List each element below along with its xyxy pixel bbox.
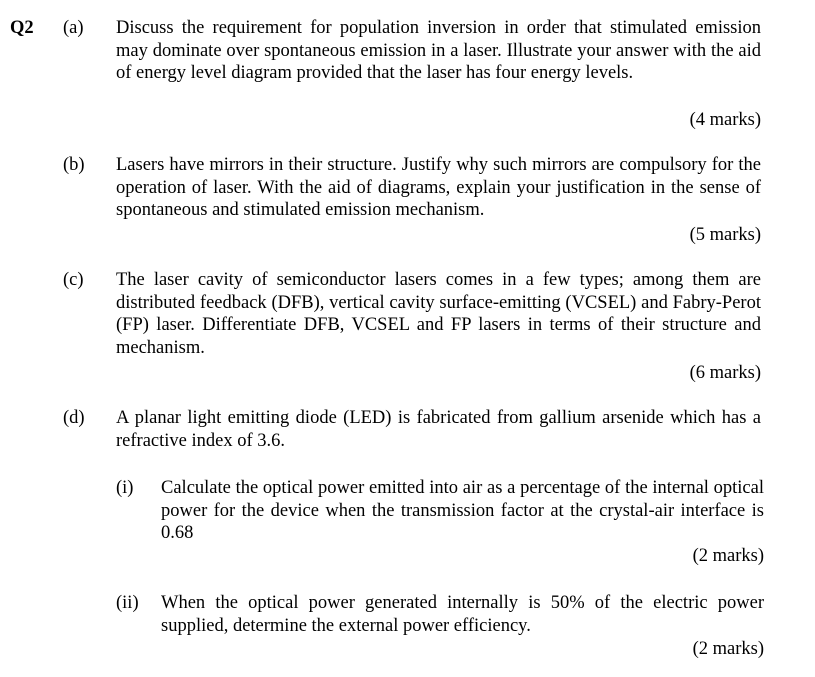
part-a-marks: (4 marks) <box>689 110 761 130</box>
part-b-text: Lasers have mirrors in their structure. Justify why such mirrors are compulsory for the operation of laser. With the aid of diagrams, explain your justification in the sense of spontaneous and stimulated emission mechanism. <box>116 155 761 220</box>
part-b-label: (b) <box>63 155 85 175</box>
part-d-label: (d) <box>63 408 85 428</box>
part-a-text: Discuss the requirement for population inversion in order that stimulated emission may dominate over spontaneous emission in a laser. Illustrate your answer with the aid of energy level diagram provided that the laser has four energy levels. <box>116 18 761 83</box>
subpart-ii-text: When the optical power generated internally is 50% of the electric power supplied, determine the external power efficiency. <box>161 593 764 636</box>
part-c-marks: (6 marks) <box>689 363 761 383</box>
subpart-ii-marks: (2 marks) <box>692 639 764 659</box>
part-a-label: (a) <box>63 18 84 38</box>
subpart-i-marks: (2 marks) <box>692 546 764 566</box>
part-c-text: The laser cavity of semiconductor lasers comes in a few types; among them are distributed feedback (DFB), vertical cavity surface-emitting (VCSEL) and Fabry-Perot (FP) laser. Differentiate DFB, VCSEL and FP lasers in terms of their structure and mechanism. <box>116 270 761 358</box>
question-number: Q2 <box>10 18 34 38</box>
part-d-text: A planar light emitting diode (LED) is fabricated from gallium arsenide which has a refractive index of 3.6. <box>116 408 761 451</box>
subpart-i-label: (i) <box>116 478 134 498</box>
part-c-label: (c) <box>63 270 84 290</box>
part-b-marks: (5 marks) <box>689 225 761 245</box>
subpart-i-text: Calculate the optical power emitted into air as a percentage of the internal optical power for the device when the transmission factor at the crystal-air interface is 0.68 <box>161 478 764 543</box>
subpart-ii-label: (ii) <box>116 593 139 613</box>
